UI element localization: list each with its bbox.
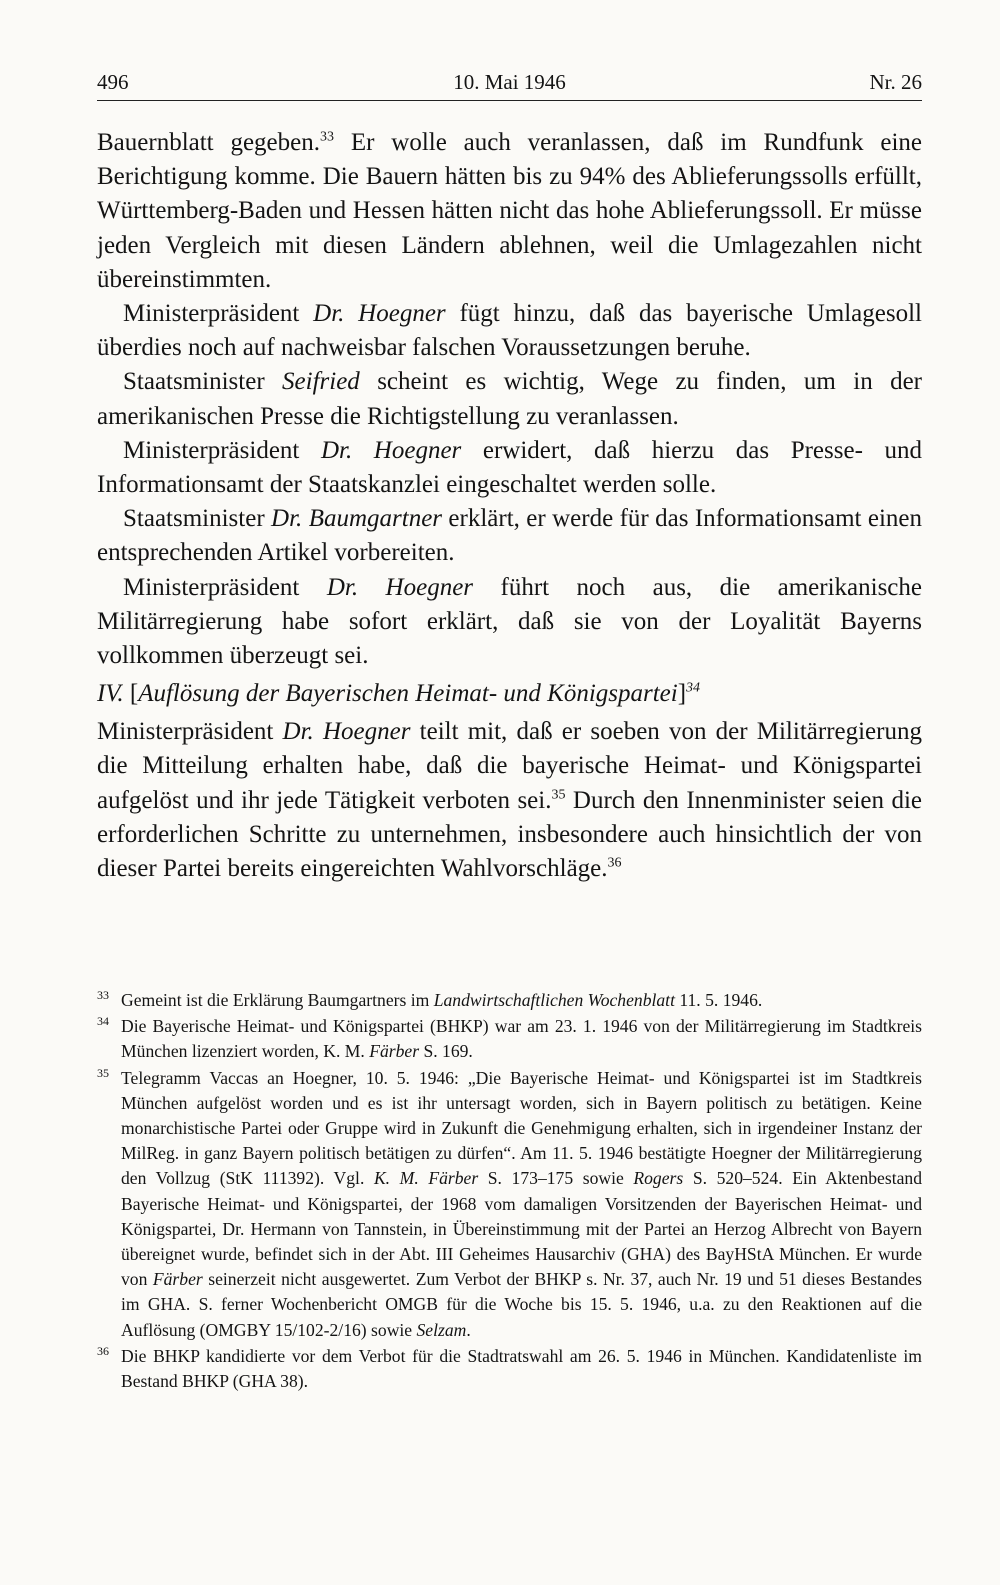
paragraph: Ministerpräsident Dr. Hoegner erwidert, daß hierzu das Presse- und Informationsamt der Staatskanzlei eingeschaltet werden solle.: [97, 436, 922, 499]
footnote-ref[interactable]: 36: [607, 855, 622, 871]
footnote-35: 35 Telegramm Vaccas an Hoegner, 10. 5. 1946: „Die Bayerische Heimat- und Königspartei ist im Stadtkreis München aufgelöst worden und es ist ihr untersagt worden, sich in Bayern politisch zu betätigen. Keine monarchistische Partei oder Gruppe wird in Zukunft die Genehmigung erhalten, sich in irgendeiner Instanz der MilReg. in ganz Bayern politisch betätigen zu dürfen“. Am 11. 5. 1946 bestätigte Hoegner der Militärregierung den Vollzug (StK 111392). Vgl. K. M. Färber S. 173–175 sowie Rogers S. 520–524. Ein Aktenbestand Bayerische Heimat- und Königspartei, der 1968 vom damaligen Vorsitzenden der Bayerischen Heimat- und Königspartei, Dr. Hermann von Tannstein, in Übereinstimmung mit der Partei an Herzog Albrecht von Bayern übereignet wurde, befindet sich in der Abt. III Geheimes Hausarchiv (GHA) des BayHStA München. Er wurde von Färber seinerzeit nicht ausgewertet. Zum Verbot der BHKP s. Nr. 37, auch Nr. 19 und 51 dieses Bestandes im GHA. S. ferner Wochenbericht OMGB für die Woche bis 15. 5. 1946, u.a. zu den Reaktionen auf die Auflösung (OMGBY 15/102-2/16) sowie Selzam.: [97, 1066, 922, 1343]
footnote-ref[interactable]: 33: [320, 129, 334, 145]
footnote-number: 33: [97, 988, 109, 1002]
running-header: [97, 70, 922, 101]
paragraph: Staatsminister Dr. Baumgartner erklärt, er werde für das Informationsamt einen entsprechenden Artikel vorbereiten.: [97, 505, 922, 567]
person-name: Dr. Hoegner: [320, 436, 462, 464]
footnote-33: 33 Gemeint ist die Erklärung Baumgartners im Landwirtschaftlichen Wochenblatt 11. 5. 1946.: [97, 988, 922, 1013]
person-name: Dr. Hoegner: [282, 718, 411, 746]
paragraph: Staatsminister Seifried scheint es wichtig, Wege zu finden, um in der amerikanischen Presse die Richtigstellung zu veranlassen.: [97, 368, 922, 430]
footnote-36: 36 Die BHKP kandidierte vor dem Verbot für die Stadtratswahl am 26. 5. 1946 in München. Kandidatenliste im Bestand BHKP (GHA 38).: [97, 1344, 922, 1394]
paragraph: Ministerpräsident Dr. Hoegner teilt mit, daß er soeben von der Militärregierung die Mitteilung erhalten habe, daß die bayerische Heimat- und Königspartei aufgelöst und ihr jede Tätigkeit verboten sei.$^{35}$ Durch den Innenminister seien die erforderlichen Schritte zu unternehmen, insbesondere auch hinsichtlich der von dieser Partei bereits eingereichten Wahlvorschläge.$^{36}$: [97, 718, 922, 883]
section-heading: IV. [Auflösung der Bayerischen Heimat- und Königspartei]$^{34}$: [97, 680, 701, 708]
person-name: Dr. Hoegner: [313, 300, 446, 328]
person-name: Seifried: [282, 368, 360, 396]
paragraph: Ministerpräsident Dr. Hoegner fügt hinzu, daß das bayerische Umlagesoll überdies noch auf nachweisbar falschen Voraussetzungen beruhe.: [97, 300, 922, 362]
person-name: Dr. Baumgartner: [271, 505, 443, 533]
main-text: [97, 126, 922, 886]
paragraph: Bauernblatt gegeben.$^{33}$ Er wolle auch veranlassen, daß im Rundfunk eine Berichtigung komme. Die Bauern hätten bis zu 94% des Ablieferungssolls erfüllt, Württemberg-Baden und Hessen hätten nicht das hohe Ablieferungssoll. Er müsse jeden Vergleich mit diesen Ländern ablehnen, weil die Umlagezahlen nicht übereinstimmten.: [97, 129, 922, 293]
footnote-ref[interactable]: 35: [551, 787, 566, 803]
header-date: 10. Mai 1946: [453, 70, 566, 94]
footnote-ref[interactable]: 34: [686, 680, 701, 696]
page-number: 496: [97, 70, 129, 94]
footnote-number: 36: [97, 1343, 109, 1358]
document-number: Nr. 26: [869, 70, 922, 94]
paragraph: Ministerpräsident Dr. Hoegner führt noch aus, die amerikanische Militärregierung habe sofort erklärt, daß sie von der Loyalität Bayerns vollkommen überzeugt sei.: [97, 573, 923, 670]
footnote-34: 34 Die Bayerische Heimat- und Königspartei (BHKP) war am 23. 1. 1946 von der Militärregierung im Stadtkreis München lizenziert worden, K. M. Färber S. 169.: [97, 1014, 922, 1064]
footnote-number: 34: [97, 1014, 109, 1029]
footnotes: [97, 988, 922, 1395]
footnote-number: 35: [97, 1065, 109, 1080]
person-name: Dr. Hoegner: [326, 573, 474, 601]
